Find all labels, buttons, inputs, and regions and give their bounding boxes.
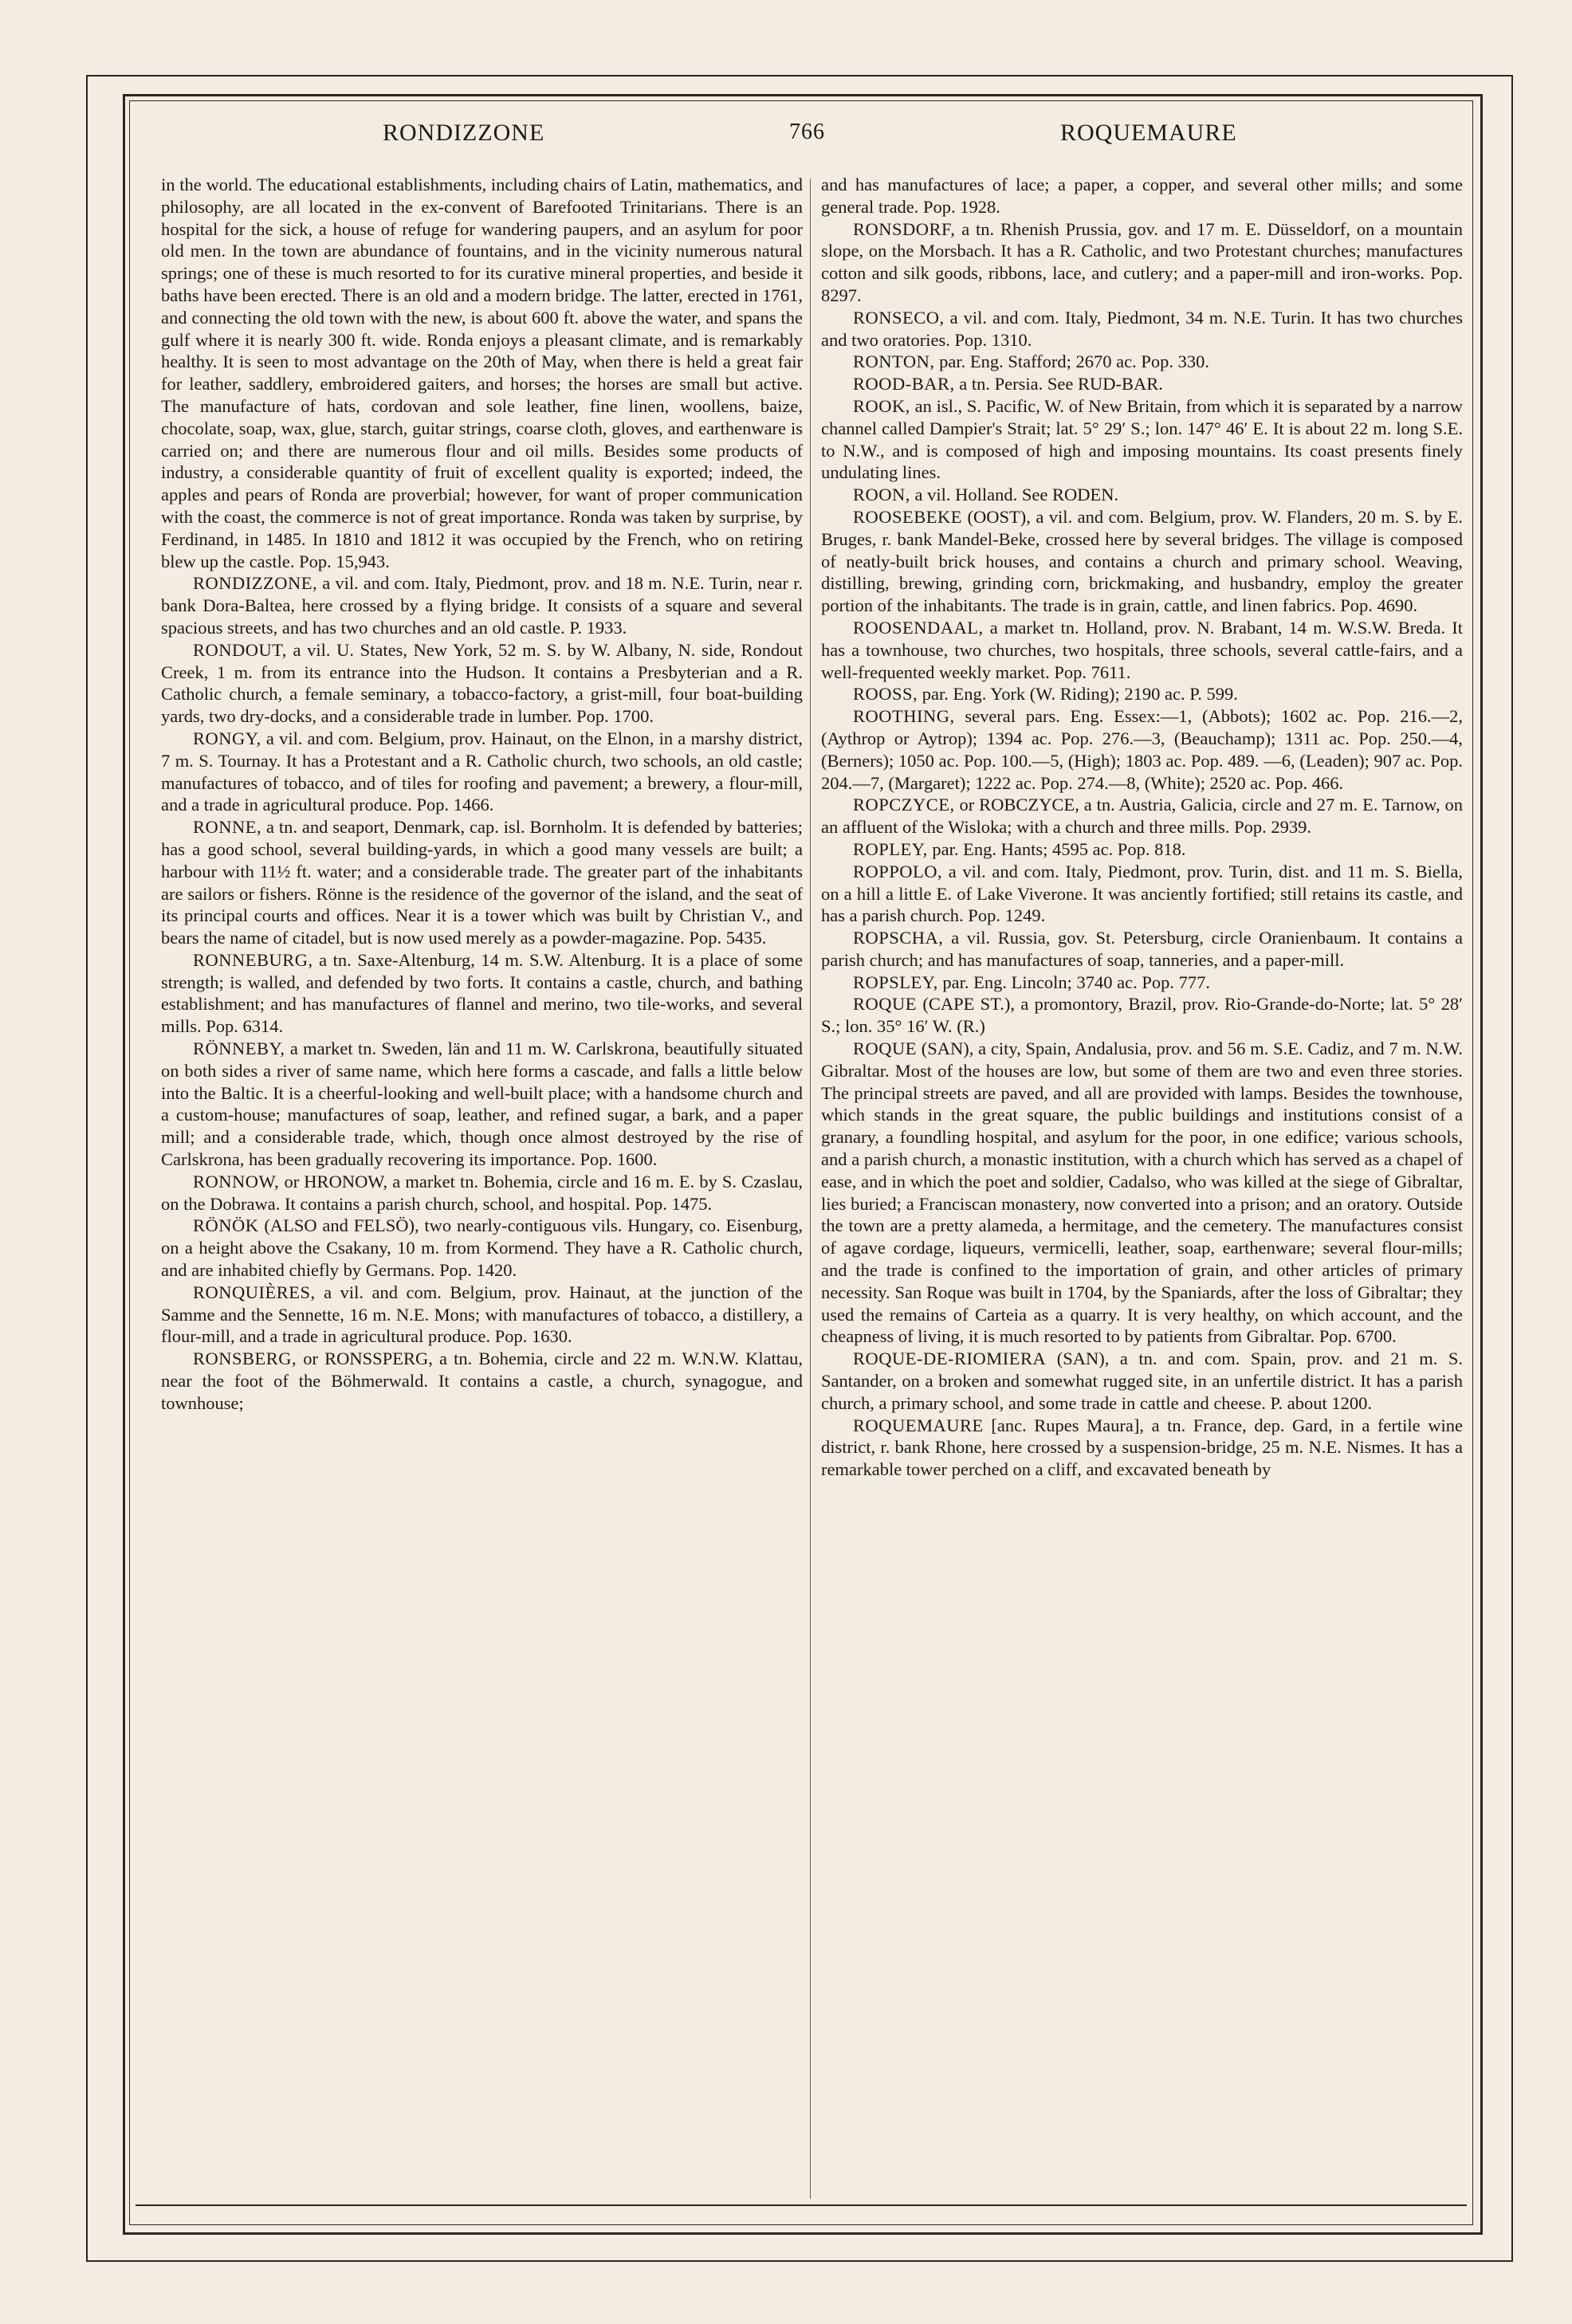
header-right-guideword: ROQUEMAURE: [1060, 120, 1237, 146]
gazetteer-entry: [821, 395, 1463, 484]
gazetteer-entry: [821, 838, 1463, 861]
gazetteer-entry: [821, 861, 1463, 927]
header-left-guideword: RONDIZZONE: [383, 120, 545, 146]
entry-text: and has manufactures of lace; a paper, a copper, and several other mills; and some general trade. Pop. 1928.: [821, 175, 1463, 217]
gazetteer-entry: [161, 1282, 803, 1348]
entry-headword: RONDIZZONE,: [193, 573, 318, 594]
entry-text: or RONSSPERG, a tn. Bohemia, circle and 22 m. W.N.W. Klattau, near the foot of the Böhmerwald. It contains a castle, a church, synagogue, and townhouse;: [161, 1348, 803, 1413]
gazetteer-entry: [821, 351, 1463, 373]
entry-text: a market tn. Holland, prov. N. Brabant, 14 m. W.S.W. Breda. It has a townhouse, two churches, two hospitals, three schools, several cattle-fairs, and a well-frequented weekly market. Pop. 7611.: [821, 617, 1463, 682]
entry-text: a vil. and com. Italy, Piedmont, 34 m. N.E. Turin. It has two churches and two oratories. Pop. 1310.: [821, 307, 1463, 350]
entry-headword: ROOK,: [853, 395, 910, 416]
entry-text: an isl., S. Pacific, W. of New Britain, from which it is separated by a narrow channel called Dampier's Strait; lat. 5° 29′ S.; lon. 147° 46′ E. It is about 22 m. long S.E. to N.W., and is composed of high and imposing mountains. Its coast presents finely undulating lines.: [821, 395, 1463, 483]
entry-text: (ALSO and FELSÖ), two nearly-contiguous vils. Hungary, co. Eisenburg, on a height above the Csakany, 10 m. from Kormend. They have a R. Catholic church, and are inhabited chiefly by Germans. Pop. 1420.: [161, 1215, 803, 1281]
gazetteer-entry: [821, 927, 1463, 972]
entry-text: a tn. Saxe-Altenburg, 14 m. S.W. Altenburg. It is a place of some strength; is walled, and defended by two forts. It contains a castle, church, and bathing establishment; and has manufactures of flannel and merino, two tile-works, and several mills. Pop. 6314.: [161, 949, 803, 1037]
entry-headword: ROOSENDAAL,: [853, 617, 984, 638]
entry-text: par. Eng. York (W. Riding); 2190 ac. P. 599.: [918, 684, 1238, 705]
entry-text: [anc. Rupes Maura], a tn. France, dep. Gard, in a fertile wine district, r. bank Rhone, here crossed by a suspension-bridge, 25 m. N.E. Nismes. It has a remarkable tower perched on a cliff, and excavated beneath by: [821, 1415, 1463, 1480]
entry-text: a vil. U. States, New York, 52 m. S. by W. Albany, N. side, Rondout Creek, 1 m. from its entrance into the Hudson. It contains a Presbyterian and a R. Catholic church, a female seminary, a tobacco-factory, a grist-mill, four boat-building yards, two dry-docks, and a considerable trade in lumber. Pop. 1700.: [161, 639, 803, 727]
gazetteer-entry: [161, 949, 803, 1038]
entry-headword: ROQUEMAURE: [853, 1415, 984, 1435]
entry-text: par. Eng. Hants; 4595 ac. Pop. 818.: [927, 838, 1186, 859]
entry-text: a vil. and com. Belgium, prov. Hainaut, on the Elnon, in a marshy district, 7 m. S. Tournay. It has a Protestant and a R. Catholic church, two schools, an old castle; manufactures of tobacco, and of tiles for roofing and pavement; a brewery, a flour-mill, and a trade in agricultural produce. Pop. 1466.: [161, 728, 803, 815]
entry-headword: RONSDORF,: [853, 218, 956, 239]
entry-text: or ROBCZYCE, a tn. Austria, Galicia, circle and 27 m. E. Tarnow, on an affluent of the Wisloka; with a church and three mills. Pop. 2939.: [821, 795, 1463, 838]
entry-text: a vil. and com. Belgium, prov. Hainaut, at the junction of the Samme and the Sennette, 16 m. N.E. Mons; with manufactures of tobacco, a distillery, a flour-mill, and a trade in agricultural produce. Pop. 1630.: [161, 1282, 803, 1347]
entry-text: par. Eng. Stafford; 2670 ac. Pop. 330.: [934, 351, 1210, 372]
entry-headword: ROPLEY,: [853, 838, 928, 859]
gazetteer-entry: [161, 572, 803, 638]
gazetteer-entry: [821, 1348, 1463, 1414]
gazetteer-entry: [161, 728, 803, 816]
right-column: [821, 174, 1463, 1481]
entry-headword: RÖNÖK: [193, 1215, 259, 1236]
entry-text: par. Eng. Lincoln; 3740 ac. Pop. 777.: [937, 972, 1210, 992]
page-number: 766: [789, 120, 825, 144]
entry-headword: ROOTHING,: [853, 706, 955, 727]
entry-headword: ROQUE-DE-RIOMIERA: [853, 1348, 1047, 1369]
entry-headword: RONSECO,: [853, 307, 945, 328]
entry-headword: ROPCZYCE,: [853, 795, 955, 815]
entry-headword: ROPSCHA,: [853, 928, 944, 948]
gazetteer-entry: [821, 993, 1463, 1038]
gazetteer-entry: [821, 617, 1463, 683]
entry-text: a vil. Russia, gov. St. Petersburg, circle Oranienbaum. It contains a parish church; and has manufactures of soap, tanneries, and a paper-mill.: [821, 928, 1463, 970]
gazetteer-entry: [161, 816, 803, 949]
left-column: [161, 174, 803, 1415]
gazetteer-entry: [161, 1215, 803, 1281]
entry-headword: ROQUE: [853, 994, 917, 1015]
gazetteer-entry: [821, 373, 1463, 395]
entry-text: a tn. Persia. See RUD-BAR.: [954, 374, 1163, 395]
entry-text: a market tn. Sweden, län and 11 m. W. Carlskrona, beautifully situated on both sides a river of same name, which here forms a cascade, and falls a little below into the Baltic. It is a cheerful-looking and well-built place; with a handsome church and a custom-house; manufactures of soap, leather, and refined sugar, a bark, and a paper mill; and a considerable trade, which, though once almost destroyed by the rise of Carlskrona, has been gradually recovering its importance. Pop. 1600.: [161, 1038, 803, 1170]
bottom-rule: [136, 2204, 1467, 2206]
entry-headword: ROPSLEY,: [853, 972, 938, 992]
gazetteer-entry: [821, 683, 1463, 705]
gazetteer-entry: [821, 1038, 1463, 1348]
gazetteer-entry: [821, 972, 1463, 994]
entry-headword: ROON,: [853, 485, 910, 505]
entry-text: a vil. Holland. See RODEN.: [910, 485, 1119, 505]
gazetteer-entry: [161, 1038, 803, 1171]
entry-headword: RONNEBURG,: [193, 949, 313, 970]
gazetteer-entry: [821, 794, 1463, 838]
entry-continuation: [161, 174, 803, 572]
running-header: [151, 120, 1459, 155]
column-divider: [810, 179, 811, 2199]
entry-headword: ROPPOLO,: [853, 861, 943, 881]
gazetteer-entry: [821, 1415, 1463, 1481]
gazetteer-entry: [821, 705, 1463, 794]
entry-headword: RONDOUT,: [193, 639, 287, 660]
entry-text: a vil. and com. Italy, Piedmont, prov. Turin, dist. and 11 m. S. Biella, on a hill a little E. of Lake Viverone. It was anciently fortified; still retains its castle, and has a parish church. Pop. 1249.: [821, 861, 1463, 926]
entry-headword: RONSBERG,: [193, 1348, 297, 1369]
gazetteer-entry: [161, 1171, 803, 1215]
entry-text: a tn. Rhenish Prussia, gov. and 17 m. E. Düsseldorf, on a mountain slope, on the Morsbach. It has a R. Catholic, and two Protestant churches; manufactures cotton and silk goods, ribbons, lace, and cutlery; and a paper-mill and iron-works. Pop. 8297.: [821, 218, 1463, 305]
entry-text: (OOST), a vil. and com. Belgium, prov. W. Flanders, 20 m. S. by E. Bruges, r. bank Mandel-Beke, crossed here by several bridges. The village is composed of neatly-built brick houses, and contains a church and primary school. Weaving, distilling, brewing, grinding corn, brickmaking, and husbandry, employ the greater portion of the inhabitants. The trade is in grain, cattle, and linen fabrics. Pop. 4690.: [821, 506, 1463, 616]
gazetteer-entry: [821, 307, 1463, 351]
entry-text: several pars. Eng. Essex:—1, (Abbots); 1602 ac. Pop. 216.—2, (Aythrop or Aytrop); 1394 ac. Pop. 276.—3, (Beauchamp); 1311 ac. Pop. 250.—4, (Berners); 1050 ac. Pop. 100.—5, (High); 1803 ac. Pop. 489. —6, (Leaden); 907 ac. Pop. 204.—7, (Margaret); 1222 ac. Pop. 274.—8, (White); 2520 ac. Pop. 466.: [821, 706, 1463, 793]
entry-headword: ROOSEBEKE: [853, 506, 963, 527]
entry-headword: RONQUIÈRES,: [193, 1282, 316, 1302]
entry-headword: RONNE,: [193, 817, 262, 838]
entry-continuation: [821, 174, 1463, 218]
entry-text: (SAN), a city, Spain, Andalusia, prov. and 56 m. S.E. Cadiz, and 7 m. N.W. Gibraltar. Most of the houses are low, but some of them are two and even three stories. The principal streets are paved, and all are provided with lamps. Besides the townhouse, which stands in the great square, the public buildings and institutions consist of a granary, a foundling hospital, and asylum for the poor, in one edifice; various schools, and a parish church, a monastic institution, with a church which has served as a chapel of ease, and in which the poet and soldier, Cadalso, who was killed at the siege of Gibraltar, lies buried; a Franciscan monastery, now converted into a prison; and an oratory. Outside the town are a pretty alameda, a hermitage, and the cemetery. The manufactures consist of agave cordage, liqueurs, vermicelli, leather, soap, earthenware; several flour-mills; and the trade is confined to the importation of grain, and other articles of primary necessity. San Roque was built in 1704, by the Spaniards, after the loss of Gibraltar; they used the remains of Carteia as a quarry. It is very healthy, on which account, and the cheapness of living, it is much resorted to by patients from Gibraltar. Pop. 6700.: [821, 1038, 1463, 1347]
entry-text: in the world. The educational establishments, including chairs of Latin, mathematics, and philosophy, are all located in the ex-convent of Barefooted Trinitarians. There is an hospital for the sick, a house of refuge for wandering paupers, and an asylum for poor old men. In the town are abundance of fountains, and in the vicinity numerous natural springs; one of these is much resorted to for its curative mineral properties, and beside it baths have been erected. There is an old and a modern bridge. The latter, erected in 1761, and connecting the old town with the new, is about 600 ft. above the water, and spans the gulf where it is nearly 300 ft. wide. Ronda enjoys a pleasant climate, and is remarkably healthy. It is seen to most advantage on the 20th of May, when there is held a great fair for leather, saddlery, embroidered gaiters, and horses; the horses are small but active. The manufacture of hats, cordovan and sole leather, fine linen, woollens, baize, chocolate, soap, wax, glue, starch, guitar strings, coarse cloth, gloves, and earthenware is carried on; and there are numerous flour and oil mills. Besides some products of industry, a considerable quantity of fruit of excellent quality is exported; indeed, the apples and pears of Ronda are proverbial; however, for want of proper communication with the coast, the commerce is not of great importance. Ronda was taken by surprise, by Ferdinand, in 1485. In 1810 and 1812 it was occupied by the French, who on retiring blew up the castle. Pop. 15,943.: [161, 175, 803, 571]
entry-text: or HRONOW, a market tn. Bohemia, circle and 16 m. E. by S. Czaslau, on the Dobrawa. It contains a parish church, school, and hospital. Pop. 1475.: [161, 1171, 803, 1214]
entry-text: (CAPE ST.), a promontory, Brazil, prov. Rio-Grande-do-Norte; lat. 5° 28′ S.; lon. 35° 16′ W. (R.): [821, 994, 1463, 1037]
gazetteer-entry: [821, 218, 1463, 307]
gazetteer-entry: [161, 1348, 803, 1414]
entry-text: a vil. and com. Italy, Piedmont, prov. and 18 m. N.E. Turin, near r. bank Dora-Baltea, here crossed by a flying bridge. It consists of a square and several spacious streets, and has two churches and an old castle. P. 1933.: [161, 573, 803, 638]
entry-headword: ROQUE: [853, 1038, 917, 1059]
entry-headword: RONNOW,: [193, 1171, 280, 1191]
entry-headword: ROOSS,: [853, 684, 918, 705]
gazetteer-entry: [161, 639, 803, 728]
entry-headword: RONTON,: [853, 351, 935, 372]
gazetteer-entry: [821, 484, 1463, 506]
entry-headword: RONGY,: [193, 728, 261, 748]
entry-text: (SAN), a tn. and com. Spain, prov. and 21 m. S. Santander, on a broken and somewhat rugged site, in an unfertile district. It has a parish church, a primary school, and some trade in cattle and cheese. P. about 1200.: [821, 1348, 1463, 1413]
entry-text: a tn. and seaport, Denmark, cap. isl. Bornholm. It is defended by batteries; has a good school, several building-yards, in which a good many vessels are built; a harbour with 11½ ft. water; and a considerable trade. The greater part of the inhabitants are sailors or fishers. Rönne is the residence of the governor of the island, and the seat of its principal courts and offices. Near it is a tower which was built by Christian V., and bears the name of citadel, but is now used merely as a powder-magazine. Pop. 5435.: [161, 817, 803, 948]
entry-headword: RÖNNEBY,: [193, 1038, 285, 1059]
entry-headword: ROOD-BAR,: [853, 374, 955, 395]
gazetteer-entry: [821, 506, 1463, 617]
